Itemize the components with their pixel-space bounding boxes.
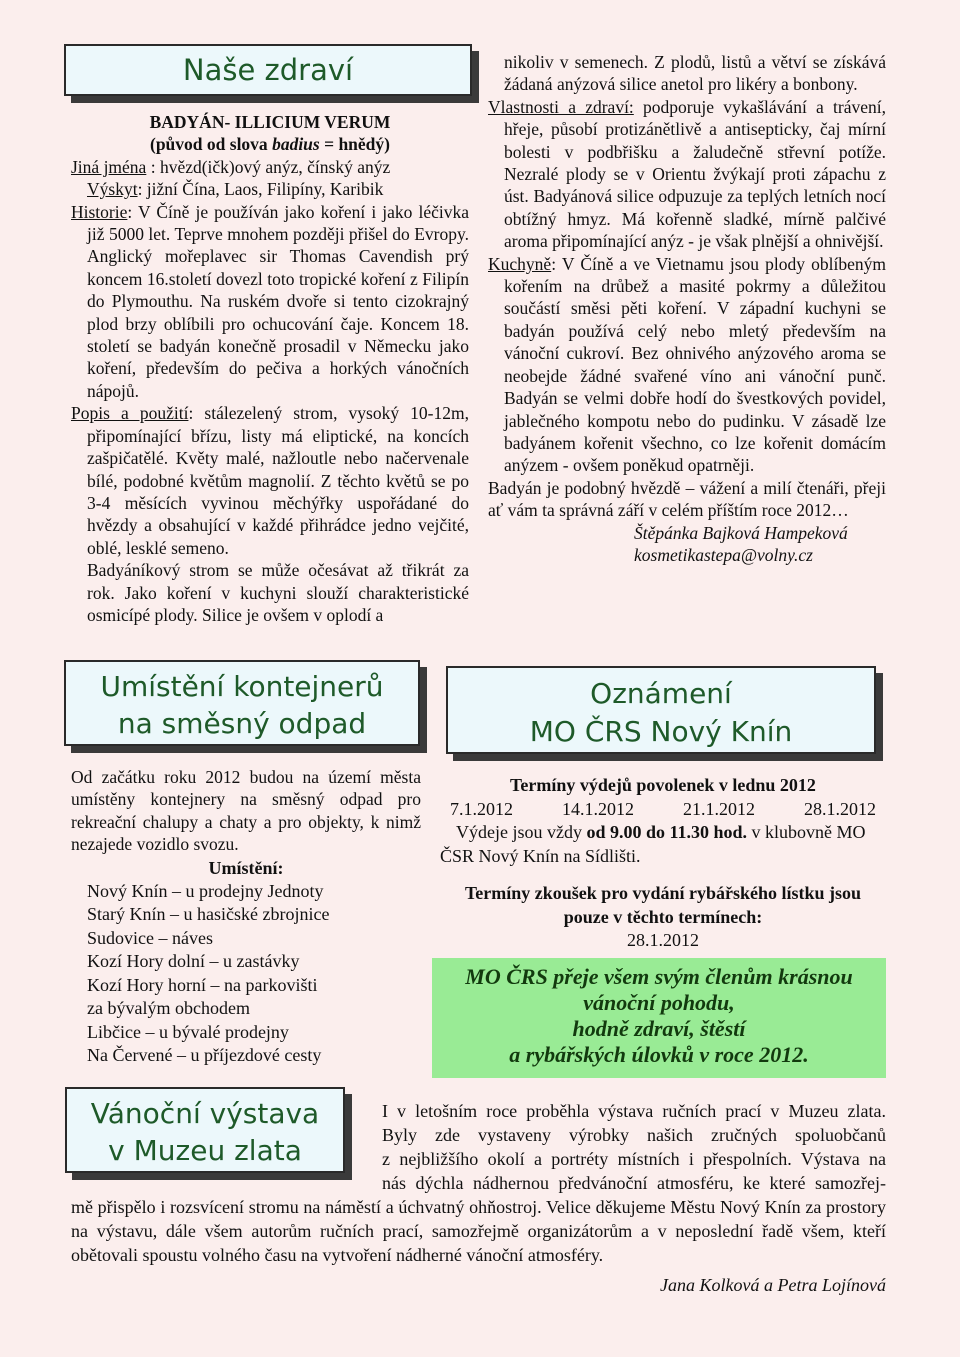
permit-date: 14.1.2012: [562, 798, 634, 819]
health-section-heading: [64, 44, 472, 96]
location-item: Kozí Hory horní – na parkovišti: [87, 974, 318, 995]
location-item: Kozí Hory dolní – u zastávky: [87, 951, 300, 972]
announcement-heading-line1: Oznámení: [590, 677, 732, 710]
greeting-box: [432, 958, 886, 1078]
issue-info: Výdeje jsou vždy od 9.00 do 11.30 hod. v klubovně MO ČSR Nový Knín na Sídlišti.: [440, 822, 866, 866]
badyan-article-right: [488, 51, 886, 566]
health-heading-text: Naše zdraví: [182, 53, 354, 87]
author-email: kosmetikastepa@volny.cz: [634, 544, 813, 565]
col2-start-paragraph: nikoliv v semenech. Z plodů, listů a větví se získává žádaná anýzová silice anetol pro likéry a bonbony.: [504, 52, 886, 95]
containers-heading-line1: Umístění kontejnerů: [100, 670, 384, 703]
permit-dates-row: [440, 798, 886, 822]
permits-title: Termíny výdejů povolenek v lednu 2012: [510, 775, 816, 795]
greeting-line: MO ČRS přeje všem svým členům krásnou: [465, 964, 853, 989]
properties-paragraph: Vlastnosti a zdraví: podporuje vykašlávání a trávení, hřeje, působí protizánětlivě a antisepticky, čaj mírní bolesti v podbřišku a žaludečně střevní potíže. Nezralé plody se v Orientu žvýkají proti zápachu z úst. Badyánová silice odpuzuje za teplých letních nocí obtížný hmyz. Má kořenně sladké, mírně palčivé aroma připomínající anýz - je však plnější a ohnivější.: [488, 96, 886, 252]
exhibition-section-heading: [65, 1087, 345, 1173]
permit-date: 21.1.2012: [683, 798, 755, 819]
article-subtitle: (původ od slova badius = hnědý): [150, 134, 390, 155]
location-item: Nový Knín – u prodejny Jednoty: [87, 880, 324, 901]
greeting-line: vánoční pohodu,: [583, 990, 735, 1015]
greeting-line: a rybářských úlovků v roce 2012.: [509, 1042, 809, 1067]
exhibition-article: [382, 1099, 886, 1195]
closing-paragraph: Badyán je podobný hvězdě – vážení a milí čtenáři, přeji ať vám ta správná září v celém příštím roce 2012…: [488, 477, 886, 521]
other-names-paragraph: Jiná jména : hvězd(ičk)ový anýz, čínský anýz: [71, 156, 391, 177]
exam-title: Termíny zkoušek pro vydání rybářského lístku jsou pouze v těchto termínech:: [464, 883, 862, 927]
exhibition-article-rest: [71, 1195, 886, 1297]
location-item: Libčice – u bývalé prodejny: [87, 1021, 289, 1042]
other-names-label: Jiná jména: [71, 156, 147, 177]
locations-list: [71, 880, 421, 1068]
locations-label: Umístění:: [208, 857, 284, 878]
greeting-line: hodně zdraví, štěstí: [572, 1016, 746, 1041]
announcement-section-heading: [446, 666, 876, 754]
history-paragraph: Historie: V Číně je používán jako koření i jako léčivka již 5000 let. Teprve mnohem později přišel do Evropy. Anglický mořeplavec sir Thomas Cavendish prý koncem 16.století dovezl toto tropické koření z Filipín do Plymouthu. Na ruském dvoře si tento cizokrajný plod brzy oblíbili pro ochucování čaje. Koncem 18. století se badyán konečně prosadil v Německu jako koření, především do pečiva a horkých vánočních nápojů.: [71, 201, 469, 401]
article-title: BADYÁN- ILLICIUM VERUM: [149, 112, 391, 132]
article-author: Štěpánka Bajková Hampeková: [634, 522, 848, 543]
announcement-body: [440, 774, 886, 953]
description-paragraph-2: Badyáníkový strom se může očesávat až třikrát za rok. Jako koření v kuchyni slouží charakteristické osmicípé plody. Silice je ovšem v oplodí a: [87, 560, 469, 625]
exam-date: 28.1.2012: [627, 930, 699, 950]
kitchen-paragraph: Kuchyně: V Číně a ve Vietnamu jsou plody oblíbeným kořením na drůbež a masité pokrmy a důležitou součástí směsi pěti koření. V západní kuchyni se badyán používá celý nebo mletý především na vánoční cukroví. Bez ohnivého anýzového aroma se neobejde žádné svařené víno ani vánoční punč. Badyán se velmi dobře hodí do švestkových povidel, jablečného kompotu nebo do pudinku. V zásadě lze badyánem kořenit všechno, co lze kořenit domácím anýzem - ovšem poněkud opatrněji.: [488, 253, 886, 476]
exhibition-line: nás dýchla nádhernou předvánoční atmosféru, ke které samozřej-: [382, 1173, 886, 1193]
exhibition-heading-line1: Vánoční výstava: [90, 1097, 320, 1130]
badyan-article-left: [71, 111, 469, 626]
exhibition-line: z nejbližšího okolí a portréty místních i přespolních. Výstava na: [382, 1149, 886, 1169]
occurrence-label: Výskyt: [87, 179, 138, 200]
permit-date: 28.1.2012: [804, 798, 876, 819]
properties-label: Vlastnosti a zdraví:: [488, 96, 634, 117]
location-item: Na Červené – u příjezdové cesty: [87, 1045, 322, 1066]
exhibition-authors: Jana Kolková a Petra Lojínová: [660, 1275, 886, 1295]
description-paragraph: Popis a použití: stálezelený strom, vysoký 10-12m, připomínající břízu, listy má eliptické, na koncích zašpičatělé. Květy malé, nažloutle nebo načervenale bílé, podobné květům magnolií. Z těchto květů se po 3-4 měsících vyvinou měchýřky uspořádané do hvězdy a obsahující v každé přihrádce jedno vejčité, oblé, lesklé semeno.: [71, 403, 469, 558]
containers-section-heading: [64, 660, 420, 746]
containers-intro: Od začátku roku 2012 budou na území města umístěny kontejnery na směsný odpad pro rekreační chalupy a chaty a pro objekty, k nimž nezajede vozidlo svozu.: [71, 767, 421, 855]
location-item: Starý Knín – u hasičské zbrojnice: [87, 904, 330, 925]
location-item: za bývalým obchodem: [87, 998, 250, 1019]
permit-date: 7.1.2012: [450, 798, 513, 819]
containers-heading-line2: na směsný odpad: [117, 707, 367, 740]
exhibition-heading-line2: v Muzeu zlata: [108, 1134, 302, 1167]
location-item: Sudovice – náves: [87, 927, 213, 948]
occurrence-paragraph: Výskyt: jižní Čína, Laos, Filipíny, Karibik: [87, 179, 384, 200]
history-label: Historie: [71, 201, 128, 222]
exhibition-line: I v letošním roce proběhla výstava ručních prací v Muzeu zlata.: [382, 1101, 886, 1121]
kitchen-label: Kuchyně: [488, 253, 552, 274]
announcement-heading-line2: MO ČRS Nový Knín: [529, 715, 793, 748]
containers-article: [71, 766, 421, 1068]
description-label: Popis a použití: [71, 403, 189, 424]
subtitle-latin-word: badius: [272, 134, 320, 155]
exhibition-text-rest: mě přispělo i rozsvícení stromu na náměstí a úchvatný ohňostroj. Velice děkujeme Městu Nový Knín za prostory na výstavu, dále všem autorům ručních prací, samozřejmě organizátorům a v neposlední řadě všem, kteří obětovali spoustu volného času na vytvoření nádherné vánoční atmosféry.: [71, 1197, 886, 1265]
issue-time: od 9.00 do 11.30 hod.: [586, 822, 748, 842]
exhibition-line: Byly zde vystaveny výrobky našich zručných spoluobčanů: [382, 1125, 886, 1145]
